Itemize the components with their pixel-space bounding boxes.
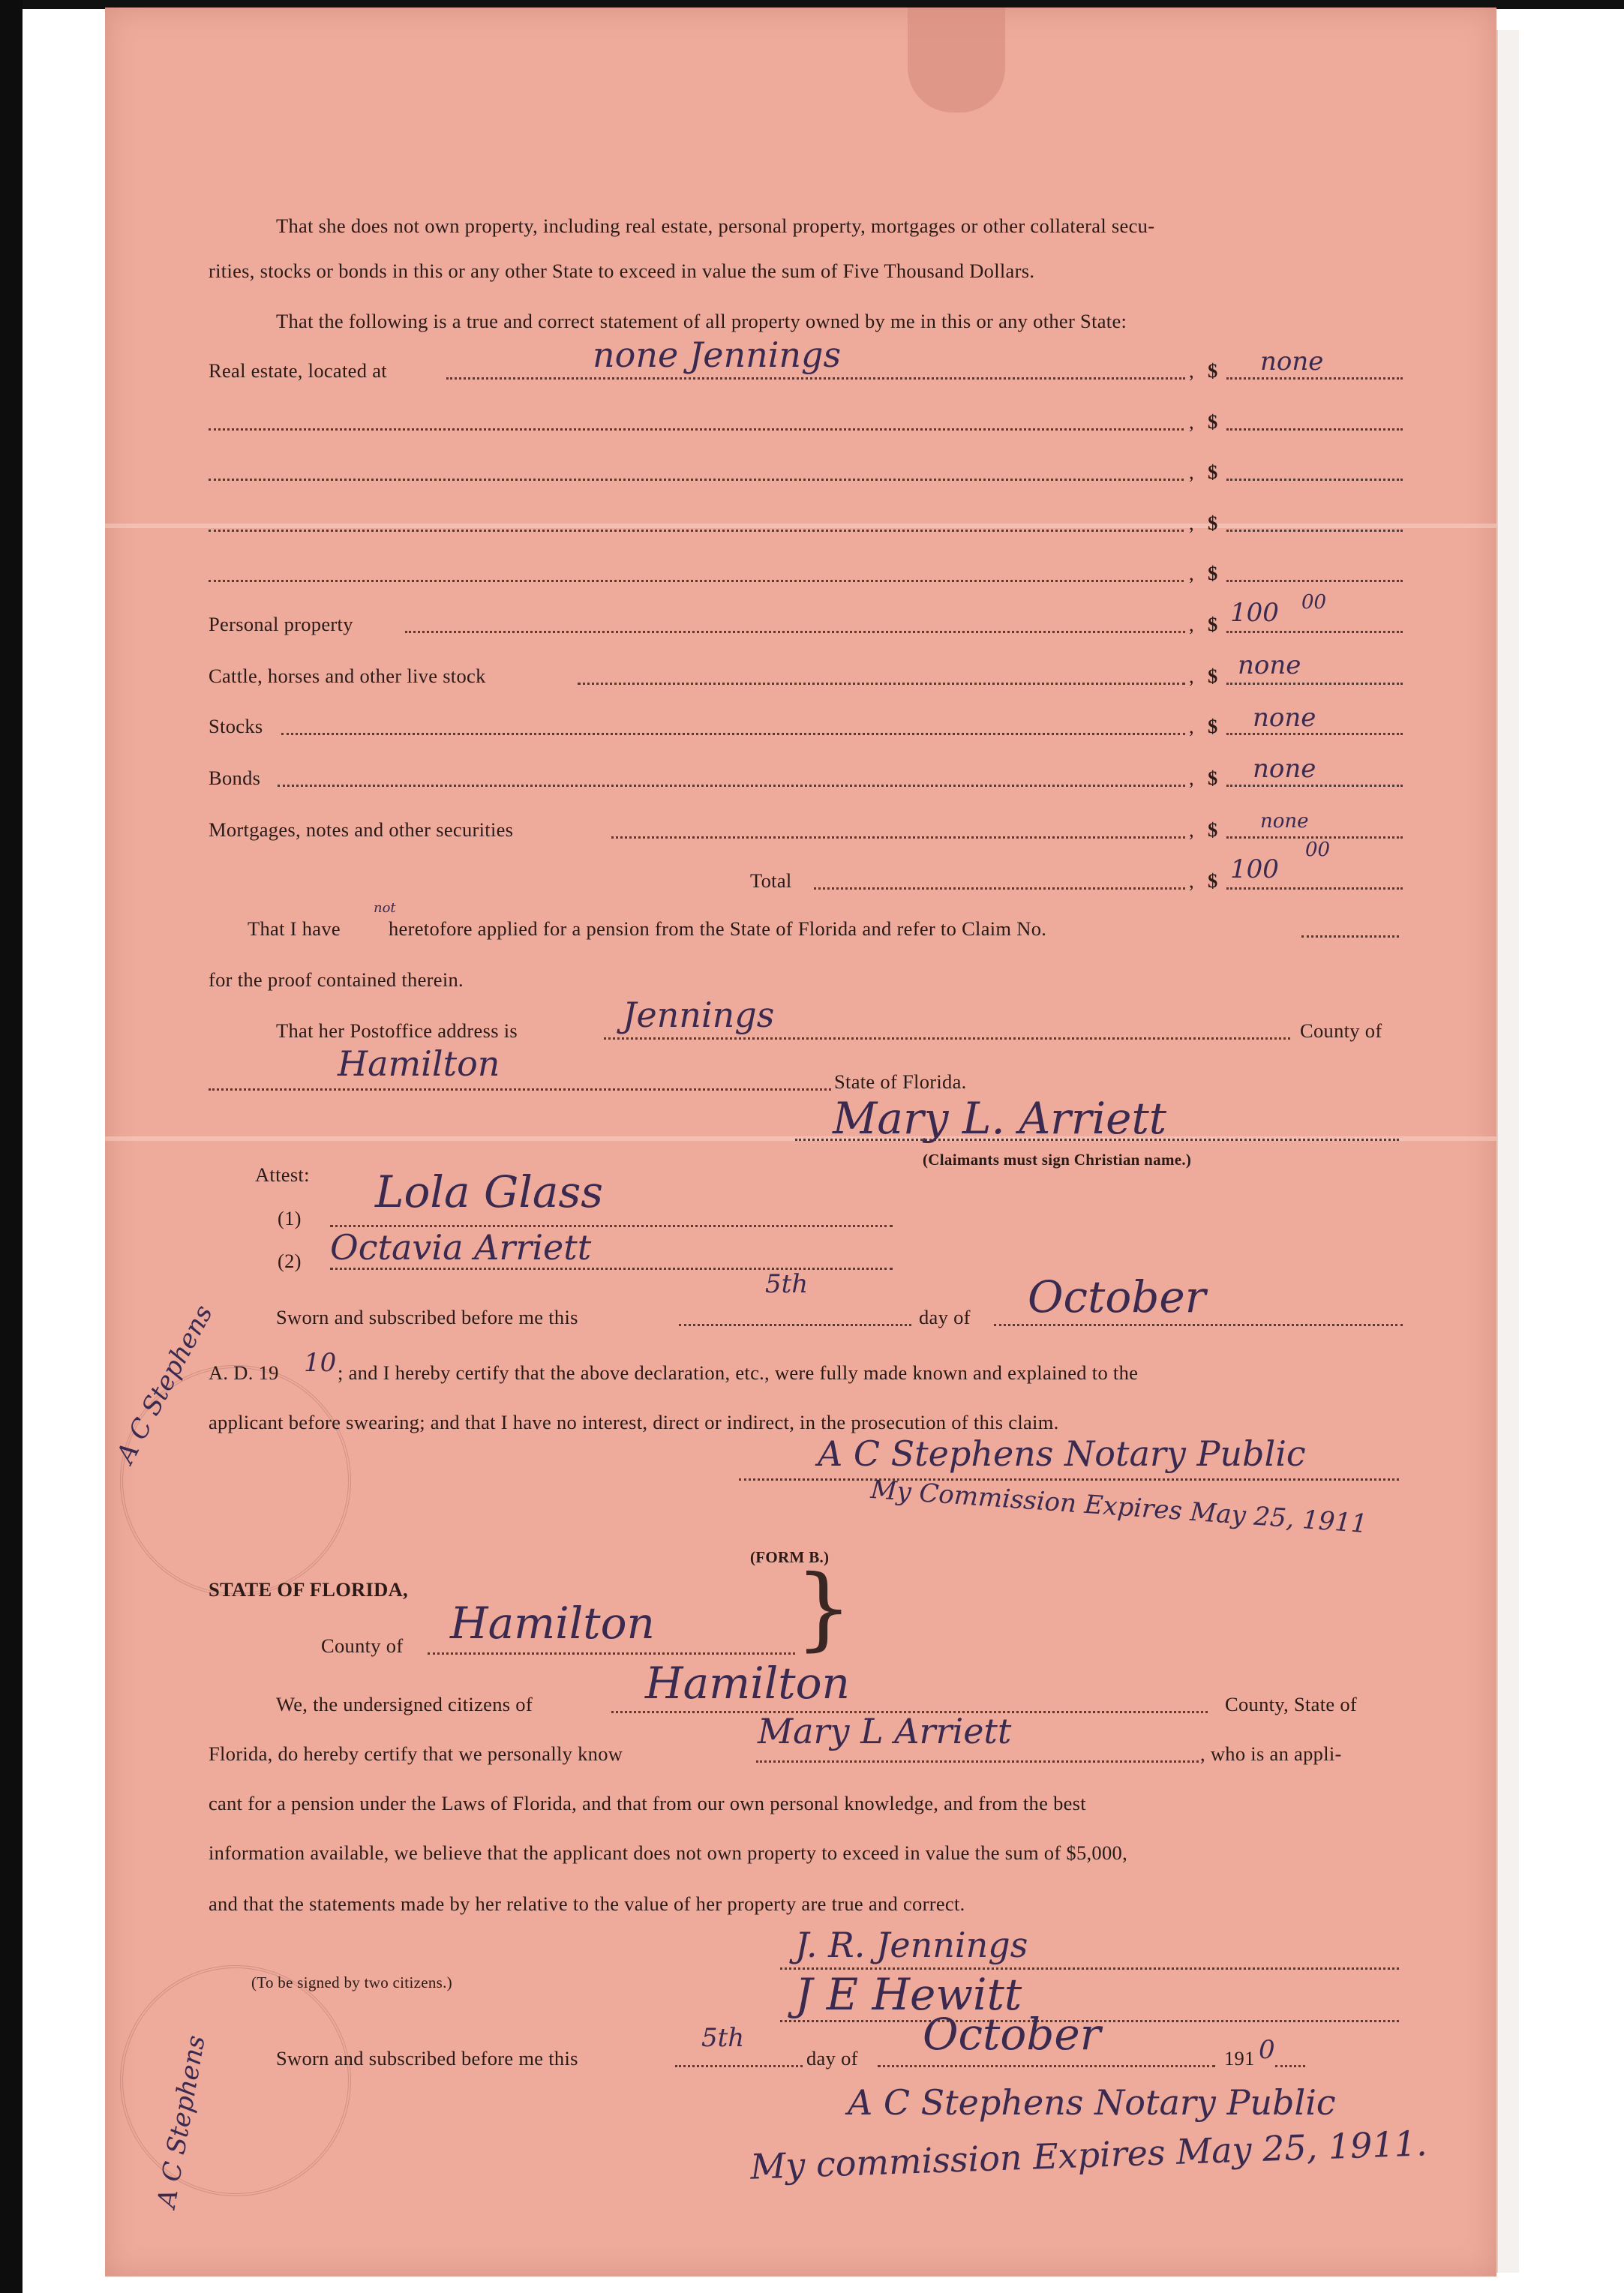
total-label: Total <box>750 869 792 892</box>
margin-signature-1: A C Stephens <box>110 1300 219 1469</box>
county-b-value: Hamilton <box>450 1598 655 1649</box>
mortgages-value: none <box>1260 810 1309 833</box>
claimant-note: (Claimants must sign Christian name.) <box>923 1151 1192 1169</box>
sworn2-day: 5th <box>701 2023 745 2053</box>
bonds-value: none <box>1253 754 1316 784</box>
attest2-number: (2) <box>278 1250 302 1272</box>
dotted-line <box>209 578 1184 582</box>
attest1-signature: Lola Glass <box>375 1166 603 1217</box>
info-line: information available, we believe that the applicant does not own property to exceed in value the sum of $5,000, <box>209 1841 1127 1864</box>
notary-seal <box>120 1965 351 2196</box>
dollar-sign: $ <box>1208 359 1218 382</box>
applied-line1-start: That I have <box>248 917 341 940</box>
florida-name: Mary L Arriett <box>758 1711 1012 1751</box>
dotted-line <box>446 375 1185 380</box>
dollar-sign: $ <box>1208 869 1218 892</box>
dotted-line <box>814 885 1185 890</box>
cattle-value: none <box>1238 650 1301 680</box>
comma: , <box>1189 818 1194 841</box>
dotted-line <box>756 1758 1199 1763</box>
postoffice-value: Jennings <box>623 995 775 1035</box>
personal-property-value: 100 <box>1230 598 1279 628</box>
florida-end: , who is an appli- <box>1200 1742 1342 1765</box>
florida-start: Florida, do hereby certify that we personally know <box>209 1742 623 1765</box>
citizen2-signature: J E Hewitt <box>795 1969 1022 2020</box>
total-cents: 00 <box>1305 839 1331 861</box>
dollar-sign: $ <box>1208 767 1218 789</box>
para1-line2: rities, stocks or bonds in this or any other State to exceed in value the sum of Five Thousand Dollars. <box>209 260 1035 282</box>
attest-label: Attest: <box>255 1163 310 1186</box>
attest2-signature: Octavia Arriett <box>330 1227 592 1268</box>
sworn2-year: 0 <box>1259 2035 1275 2065</box>
dollar-sign: $ <box>1208 461 1218 483</box>
margin-signature-2: A C Stephens <box>152 2033 212 2210</box>
dotted-line <box>281 731 1185 735</box>
county-of-b-label: County of <box>321 1634 404 1657</box>
we-end: County, State of <box>1225 1693 1358 1715</box>
dotted-line <box>209 426 1184 431</box>
ad-end: ; and I hereby certify that the above declaration, etc., were fully made known and explained to the <box>338 1361 1139 1384</box>
comma: , <box>1189 461 1194 483</box>
dotted-line <box>209 1086 831 1091</box>
comma: , <box>1189 767 1194 789</box>
para2: That the following is a true and correct statement of all property owned by me in this or any other State: <box>276 310 1127 332</box>
dotted-line <box>209 476 1184 481</box>
dotted-line <box>1301 933 1399 938</box>
dotted-line <box>878 2063 1215 2067</box>
notary2-signature: A C Stephens Notary Public <box>848 2082 1336 2123</box>
personal-property-label: Personal property <box>209 613 353 635</box>
notary1-commission: My Commission Expires May 25, 1911 <box>869 1474 1368 1540</box>
attest1-number: (1) <box>278 1207 302 1229</box>
applied-line1-end: heretofore applied for a pension from the State of Florida and refer to Claim No. <box>389 917 1047 940</box>
applicant-line: applicant before swearing; and that I have no interest, direct or indirect, in the prosecution of this claim. <box>209 1411 1059 1433</box>
personal-property-cents: 00 <box>1301 591 1327 614</box>
dotted-line <box>679 1322 911 1326</box>
dollar-sign: $ <box>1208 613 1218 635</box>
scan-border-left <box>0 0 23 2293</box>
we-start: We, the undersigned citizens of <box>276 1693 533 1715</box>
county-value: Hamilton <box>338 1043 500 1084</box>
sworn2-start: Sworn and subscribed before me this <box>276 2047 578 2069</box>
stocks-label: Stocks <box>209 715 263 737</box>
torn-corner <box>908 8 1005 113</box>
notary2-commission: My commission Expires May 25, 1911. <box>749 2123 1428 2187</box>
sworn1-start: Sworn and subscribed before me this <box>276 1306 578 1328</box>
cant-line: cant for a pension under the Laws of Florida, and that from our own personal knowledge, and from the best <box>209 1792 1086 1814</box>
statements-line: and that the statements made by her relative to the value of her property are true and correct. <box>209 1892 965 1915</box>
sworn1-day: 5th <box>765 1269 809 1299</box>
we-county: Hamilton <box>645 1658 850 1709</box>
para1-line1: That she does not own property, including real estate, personal property, mortgages or other collateral secu- <box>276 215 1155 237</box>
comma: , <box>1189 562 1194 584</box>
dotted-line <box>1226 426 1403 431</box>
dotted-line <box>611 834 1185 839</box>
dotted-line <box>739 1476 1399 1481</box>
dollar-sign: $ <box>1208 562 1218 584</box>
comma: , <box>1189 359 1194 382</box>
dotted-line <box>428 1650 795 1655</box>
comma: , <box>1189 715 1194 737</box>
county-of-label: County of <box>1300 1019 1382 1042</box>
notary1-signature: A C Stephens Notary Public <box>818 1433 1306 1474</box>
dollar-sign: $ <box>1208 410 1218 433</box>
sworn2-dayof: day of <box>806 2047 858 2069</box>
claimant-signature: Mary L. Arriett <box>833 1093 1167 1144</box>
sworn2-year-prefix: 191 <box>1224 2047 1255 2069</box>
dotted-line <box>209 527 1184 532</box>
dotted-line <box>604 1035 1290 1040</box>
real-estate-label: Real estate, located at <box>209 359 387 382</box>
dotted-line <box>1226 527 1403 532</box>
cattle-label: Cattle, horses and other live stock <box>209 665 486 687</box>
comma: , <box>1189 410 1194 433</box>
dotted-line <box>1275 2063 1305 2067</box>
comma: , <box>1189 665 1194 687</box>
dotted-line <box>405 629 1185 633</box>
state-of-florida: State of Florida. <box>834 1070 967 1093</box>
citizen1-signature: J. R. Jennings <box>795 1925 1028 1965</box>
dotted-line <box>1226 885 1403 890</box>
dollar-sign: $ <box>1208 715 1218 737</box>
state-header: STATE OF FLORIDA, <box>209 1578 408 1601</box>
stocks-value: none <box>1253 703 1316 733</box>
dotted-line <box>675 2063 803 2067</box>
dollar-sign: $ <box>1208 818 1218 841</box>
dotted-line <box>278 782 1185 787</box>
real-estate-value: none <box>1260 347 1324 377</box>
comma: , <box>1189 613 1194 635</box>
two-citizens-note: (To be signed by two citizens.) <box>251 1973 452 1991</box>
real-estate-location: none Jennings <box>593 335 842 375</box>
dotted-line <box>578 680 1185 685</box>
postoffice-label: That her Postoffice address is <box>276 1019 518 1042</box>
bonds-label: Bonds <box>209 767 261 789</box>
sworn2-month: October <box>923 2009 1101 2060</box>
sworn1-month: October <box>1028 1271 1206 1322</box>
dollar-sign: $ <box>1208 665 1218 687</box>
ad-start: A. D. 19 <box>209 1361 279 1384</box>
applied-line2: for the proof contained therein. <box>209 968 464 991</box>
form-b-heading: (FORM B.) <box>750 1548 830 1566</box>
page-edge <box>1496 30 1519 2273</box>
total-value: 100 <box>1230 854 1279 884</box>
ad-year: 10 <box>304 1348 337 1378</box>
mortgages-label: Mortgages, notes and other securities <box>209 818 514 841</box>
dotted-line <box>1226 680 1403 685</box>
dotted-line <box>1226 629 1403 633</box>
applied-insert: not <box>374 900 396 916</box>
dotted-line <box>1226 578 1403 582</box>
comma: , <box>1189 869 1194 892</box>
comma: , <box>1189 512 1194 534</box>
sworn1-dayof: day of <box>919 1306 971 1328</box>
dollar-sign: $ <box>1208 512 1218 534</box>
dotted-line <box>1226 476 1403 481</box>
brace: } <box>795 1556 853 1661</box>
